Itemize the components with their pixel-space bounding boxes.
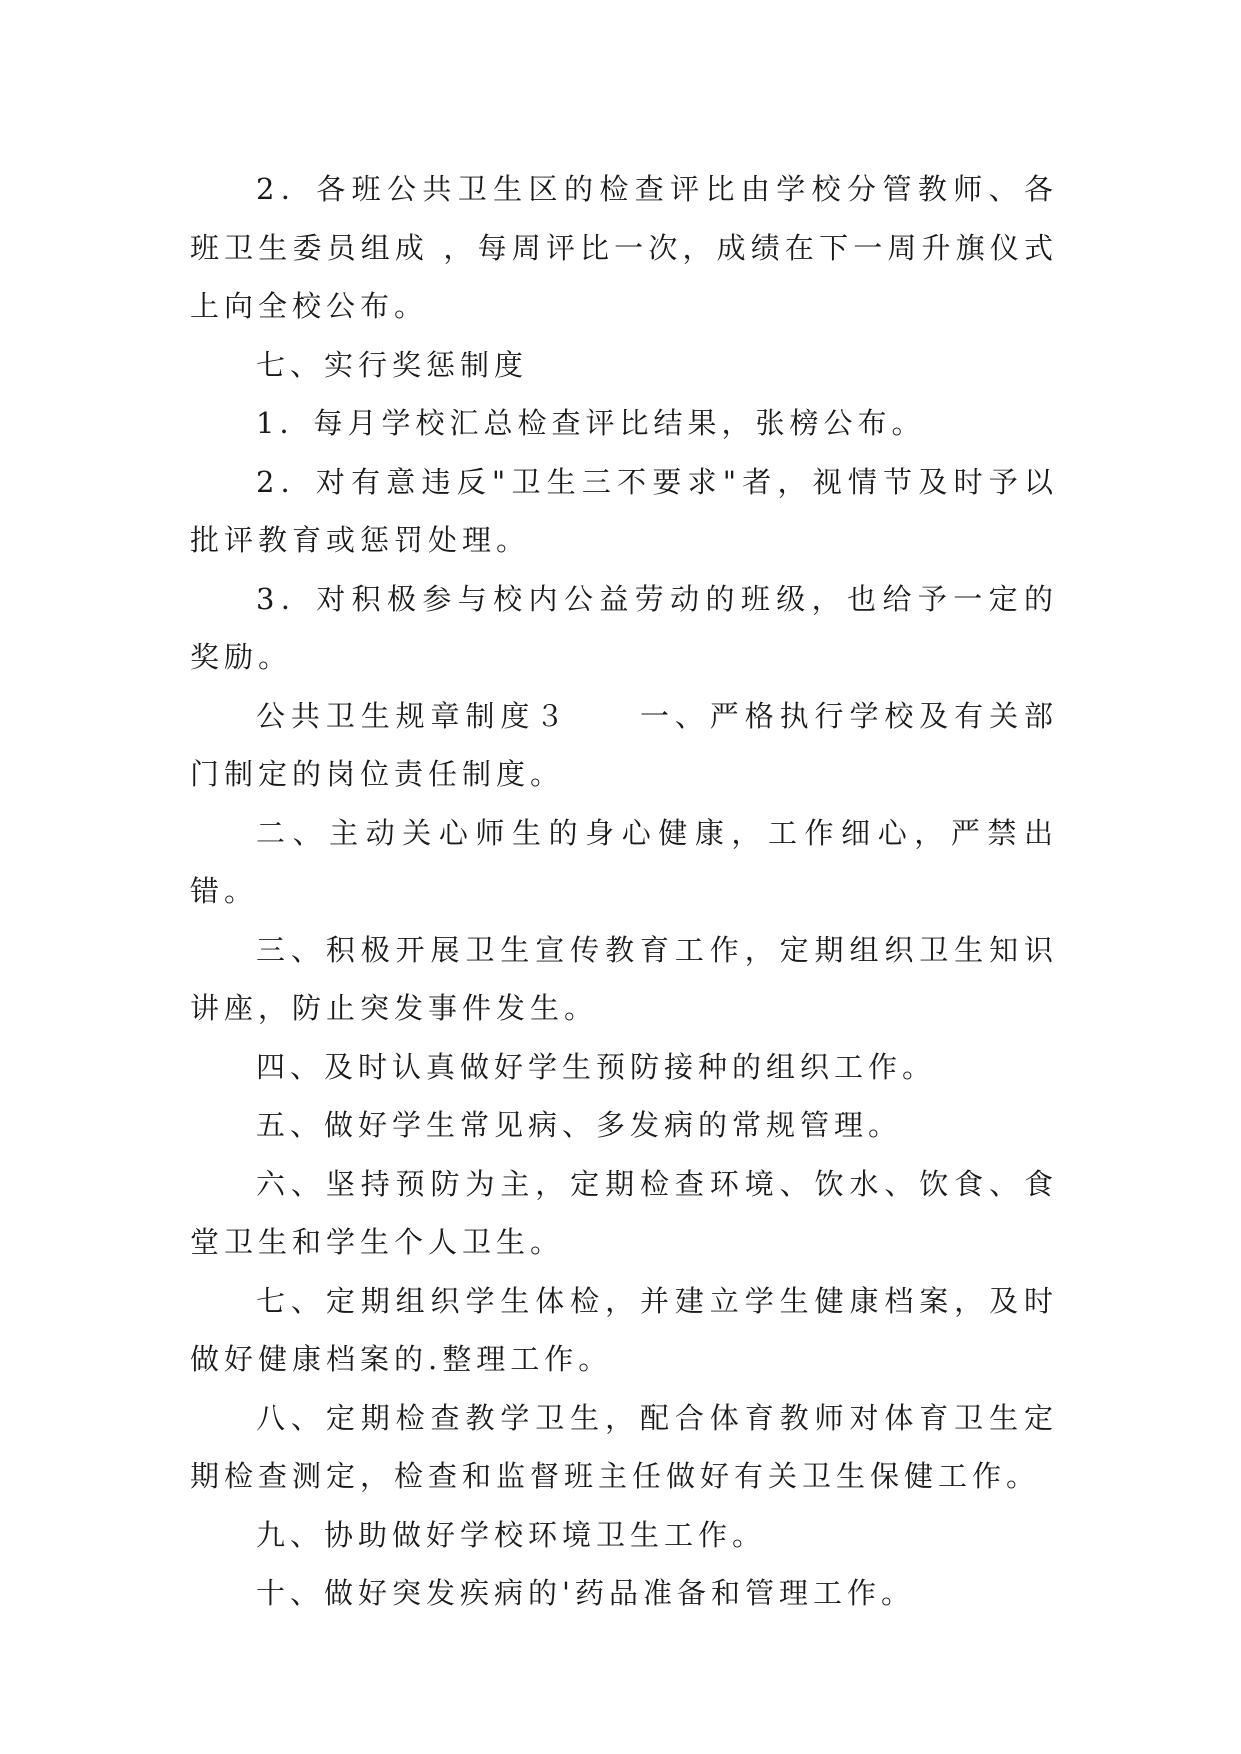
paragraph-11: 六、坚持预防为主，定期检查环境、饮水、饮食、食堂卫生和学生个人卫生。 bbox=[190, 1166, 1058, 1259]
paragraph-14: 九、协助做好学校环境卫生工作。 bbox=[256, 1517, 767, 1552]
paragraph-6: 公共卫生规章制度３ 一、严格执行学校及有关部门制定的岗位责任制度。 bbox=[190, 698, 1058, 791]
paragraph-1: 2．各班公共卫生区的检查评比由学校分管教师、各班卫生委员组成 ，每周评比一次，成绩在下一周升旗仪式上向全校公布。 bbox=[190, 172, 1058, 323]
paragraph-15: 十、做好突发疾病的'药品准备和管理工作。 bbox=[256, 1576, 915, 1610]
paragraph-5: 3．对积极参与校内公益劳动的班级，也给予一定的奖励。 bbox=[190, 581, 1058, 674]
paragraph-4: 2．对有意违反"卫生三不要求"者，视情节及时予以批评教育或惩罚处理。 bbox=[190, 464, 1058, 557]
paragraph-12: 七、定期组织学生体检，并建立学生健康档案，及时做好健康档案的.整理工作。 bbox=[190, 1283, 1058, 1376]
paragraph-3: 1．每月学校汇总检查评比结果，张榜公布。 bbox=[256, 406, 926, 440]
paragraph-9: 四、及时认真做好学生预防接种的组织工作。 bbox=[256, 1049, 937, 1084]
paragraph-10: 五、做好学生常见病、多发病的常规管理。 bbox=[256, 1108, 903, 1142]
document-body bbox=[190, 160, 1058, 1623]
paragraph-8: 三、积极开展卫生宣传教育工作，定期组织卫生知识讲座，防止突发事件发生。 bbox=[190, 932, 1058, 1025]
paragraph-2: 七、实行奖惩制度 bbox=[256, 347, 529, 382]
paragraph-13: 八、定期检查教学卫生，配合体育教师对体育卫生定期检查测定，检查和监督班主任做好有关卫生保健工作。 bbox=[190, 1400, 1058, 1493]
paragraph-7: 二、主动关心师生的身心健康，工作细心，严禁出错。 bbox=[190, 815, 1058, 908]
